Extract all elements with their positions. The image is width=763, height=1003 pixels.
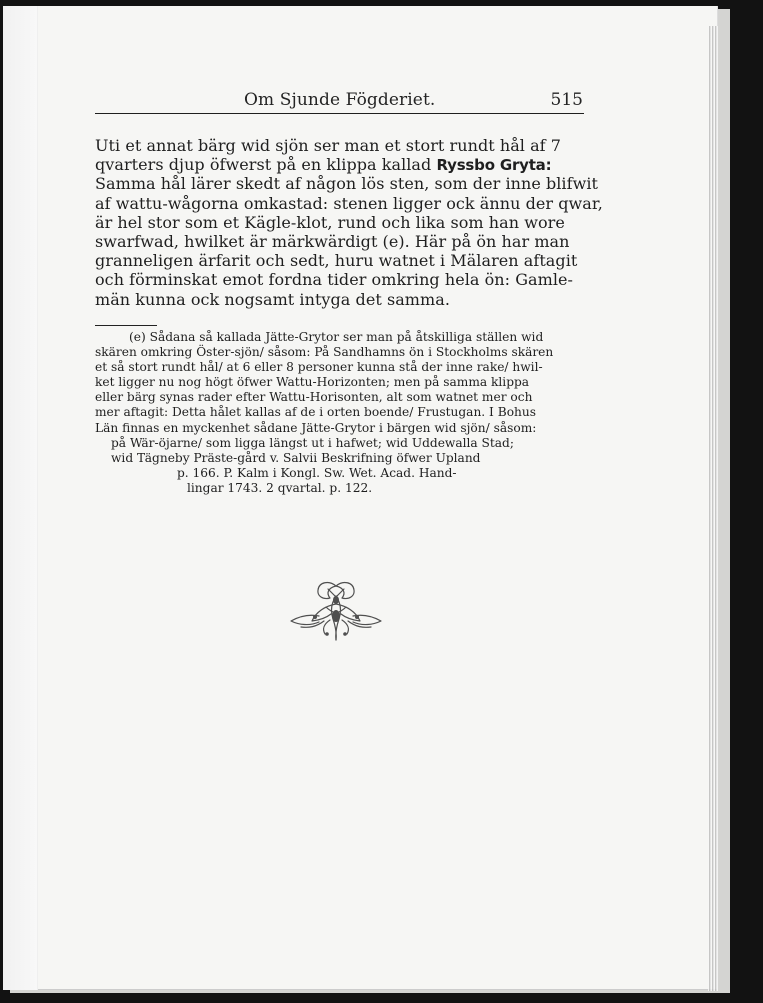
- running-title: Om Sjunde Fögderiet.: [244, 90, 436, 110]
- main-paragraph: [95, 136, 603, 309]
- page-number: 515: [550, 90, 583, 110]
- footnote-block: [95, 330, 590, 496]
- bold-place-name: Ryssbo Gryta:: [436, 156, 552, 175]
- body-line: swarfwad, hwilket är märkwärdigt (e). Här på ön har man: [95, 231, 570, 251]
- body-line: [95, 155, 590, 174]
- footnote-line: wid Tägneby Präste-gård v. Salvii Beskrifning öfwer Upland: [111, 450, 481, 465]
- footnote-line: Län finnas en myckenhet sådane Jätte-Grytor i bärgen wid sjön/ såsom:: [95, 420, 537, 435]
- footnote-line: et så stort rundt hål/ at 6 eller 8 personer kunna stå der inne rake/ hwil-: [95, 360, 543, 375]
- body-line: af wattu-wågorna omkastad: stenen ligger ock ännu der qwar,: [95, 193, 603, 213]
- footnote-line: mer aftagit: Detta hålet kallas af de i orten boende/ Frustugan. I Bohus: [95, 405, 536, 420]
- body-line: Samma hål lärer skedt af någon lös sten, som der inne blifwit: [95, 174, 598, 194]
- floral-fleuron-icon: [281, 576, 391, 646]
- footnote-line: skären omkring Öster-sjön/ såsom: På Sandhamns ön i Stockholms skären: [95, 345, 554, 360]
- footnote-line: eller bärg synas rader efter Wattu-Horisonten, alt som watnet mer och: [95, 390, 533, 405]
- body-line-text: qvarters djup öfwerst på en klippa kallad: [95, 155, 432, 175]
- footnote-line: p. 166. P. Kalm i Kongl. Sw. Wet. Acad. Hand-: [177, 465, 457, 480]
- book-page: [3, 6, 718, 990]
- body-line: och förminskat emot fordna tider omkring hela ön: Gamle-: [95, 270, 574, 290]
- body-line: Uti et annat bärg wid sjön ser man et stort rundt hål af 7: [95, 136, 562, 155]
- body-line: är hel stor som et Kägle-klot, rund och lika som han wore: [95, 212, 565, 232]
- footnote-rule: [95, 325, 157, 326]
- header-rule: [95, 113, 584, 114]
- body-line: män kunna ock nogsamt intyga det samma.: [95, 289, 450, 309]
- spine-shadow: [3, 6, 38, 990]
- body-line: granneligen ärfarit och sedt, huru watnet i Mälaren aftagit: [95, 251, 578, 271]
- footnote-line: lingar 1743. 2 qvartal. p. 122.: [187, 480, 373, 495]
- footnote-line: på Wär-öjarne/ som ligga längst ut i hafwet; wid Uddewalla Stad;: [111, 435, 514, 450]
- footnote-line: (e) Sådana så kallada Jätte-Grytor ser man på åtskilliga ställen wid: [129, 330, 544, 344]
- page-edge-lines: [708, 26, 718, 991]
- footnote-line: ket ligger nu nog högt öfwer Wattu-Horizonten; men på samma klippa: [95, 375, 530, 390]
